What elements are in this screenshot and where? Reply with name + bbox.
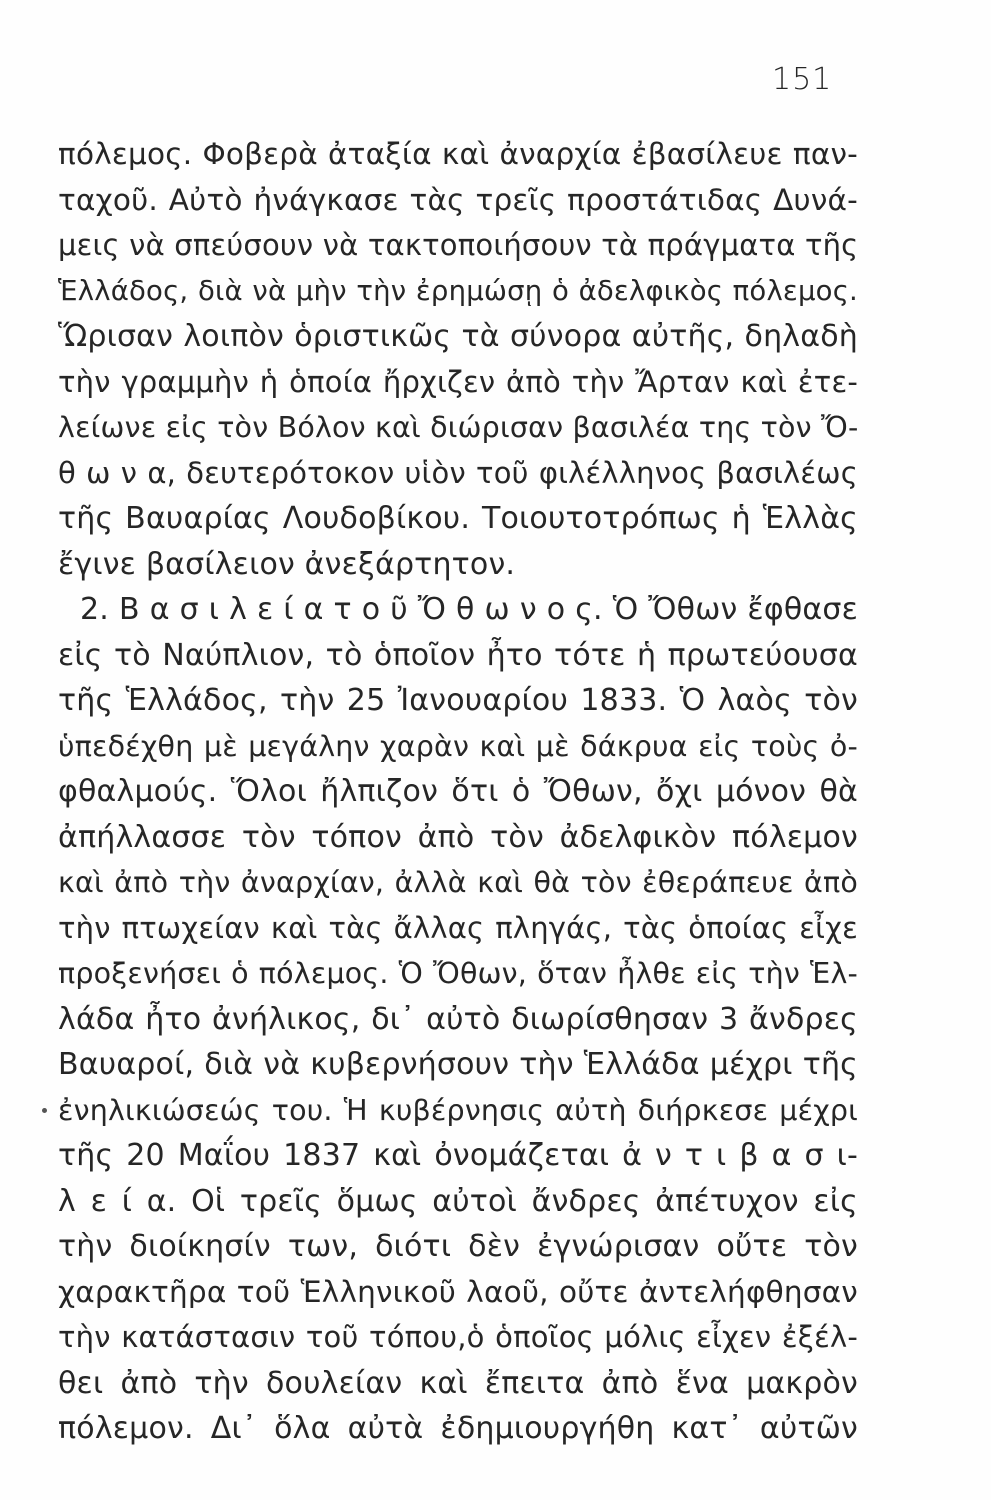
text-line: Ἑλλάδος, διὰ νὰ μὴν τὴν ἐρημώσῃ ὁ ἀδελφικὸς πόλεμος. bbox=[58, 274, 858, 307]
text-line: Βαυαροί, διὰ νὰ κυβερνήσουν τὴν Ἑλλάδα μέχρι τῆς bbox=[58, 1047, 858, 1082]
text-line: προξενήσει ὁ πόλεμος. Ὁ Ὄθων, ὅταν ἦλθε εἰς τὴν Ἑλ- bbox=[58, 957, 858, 990]
text-line: θει ἀπὸ τὴν δουλείαν καὶ ἔπειτα ἀπὸ ἕνα μακρὸν bbox=[58, 1365, 858, 1401]
text-line: θ ω ν α, δευτερότοκον υἱὸν τοῦ φιλέλληνος βασιλέως bbox=[58, 455, 858, 490]
text-line: λ ε ί α. Οἱ τρεῖς ὅμως αὐτοὶ ἄνδρες ἀπέτυχον εἰς bbox=[58, 1183, 858, 1219]
text-line: ταχοῦ. Αὐτὸ ἠνάγκασε τὰς τρεῖς προστάτιδας Δυνά- bbox=[58, 182, 858, 217]
page-number: 151 bbox=[772, 62, 833, 97]
text-line: τὴν πτωχείαν καὶ τὰς ἄλλας πληγάς, τὰς ὁποίας εἶχε bbox=[58, 910, 858, 945]
text-line: τὴν διοίκησίν των, διότι δὲν ἐγνώρισαν οὔτε τὸν bbox=[58, 1229, 858, 1264]
section-heading-line: 2. Β α σ ι λ ε ί α τ ο ῦ Ὄ θ ω ν ο ς. Ὁ Ὄθων ἔφθασε bbox=[80, 592, 858, 627]
body-text bbox=[58, 132, 858, 1452]
text-line: μεις νὰ σπεύσουν νὰ τακτοποιήσουν τὰ πράγματα τῆς bbox=[58, 228, 859, 262]
text-line: ἀπήλλασσε τὸν τόπον ἀπὸ τὸν ἀδελφικὸν πόλεμον bbox=[58, 819, 858, 855]
text-line: τῆς Ἑλλάδος, τὴν 25 Ἰανουαρίου 1833. Ὁ λαὸς τὸν bbox=[58, 683, 858, 718]
text-line: εἰς τὸ Ναύπλιον, τὸ ὁποῖον ἦτο τότε ἡ πρωτεύουσα bbox=[58, 637, 858, 673]
text-line: πόλεμον. Δι᾽ ὅλα αὐτὰ ἐδημιουργήθη κατ᾽ αὐτῶν bbox=[58, 1411, 858, 1446]
text-line: φθαλμούς. Ὅλοι ἤλπιζον ὅτι ὁ Ὄθων, ὄχι μόνον θὰ bbox=[58, 774, 858, 809]
text-line: λείωνε εἰς τὸν Βόλον καὶ διώρισαν βασιλέα της τὸν Ὄ- bbox=[58, 411, 859, 444]
text-line: τῆς Βαυαρίας Λουδοβίκου. Τοιουτοτρόπως ἡ Ἑλλὰς bbox=[58, 501, 858, 536]
text-line: ἐνηλικιώσεώς του. Ἡ κυβέρνησις αὐτὴ διήρκεσε μέχρι bbox=[58, 1093, 858, 1127]
text-line: καὶ ἀπὸ τὴν ἀναρχίαν, ἀλλὰ καὶ θὰ τὸν ἐθεράπευε ἀπὸ bbox=[58, 866, 858, 899]
text-line: τὴν γραμμὴν ἡ ὁποία ἤρχιζεν ἀπὸ τὴν Ἄρταν καὶ ἐτε- bbox=[58, 364, 858, 399]
text-line: ὑπεδέχθη μὲ μεγάλην χαρὰν καὶ μὲ δάκρυα εἰς τοὺς ὀ- bbox=[58, 729, 858, 763]
text-line: ἔγινε βασίλειον ἀνεξάρτητον. bbox=[58, 546, 516, 582]
text-line: Ὥρισαν λοιπὸν ὁριστικῶς τὰ σύνορα αὐτῆς, δηλαδὴ bbox=[58, 319, 858, 354]
text-line: τῆς 20 Μαΐου 1837 καὶ ὀνομάζεται ἀ ν τ ι β α σ ι- bbox=[58, 1138, 858, 1173]
margin-dot-mark bbox=[42, 1108, 47, 1113]
text-line: πόλεμος. Φοβερὰ ἀταξία καὶ ἀναρχία ἐβασίλευε παν- bbox=[58, 137, 858, 171]
text-line: τὴν κατάστασιν τοῦ τόπου,ὁ ὁποῖος μόλις εἶχεν ἐξέλ- bbox=[58, 1320, 858, 1354]
text-line: χαρακτῆρα τοῦ Ἑλληνικοῦ λαοῦ, οὔτε ἀντελήφθησαν bbox=[58, 1274, 858, 1309]
text-line: λάδα ἦτο ἀνήλικος, δι᾽ αὐτὸ διωρίσθησαν 3 ἄνδρες bbox=[58, 1001, 858, 1037]
